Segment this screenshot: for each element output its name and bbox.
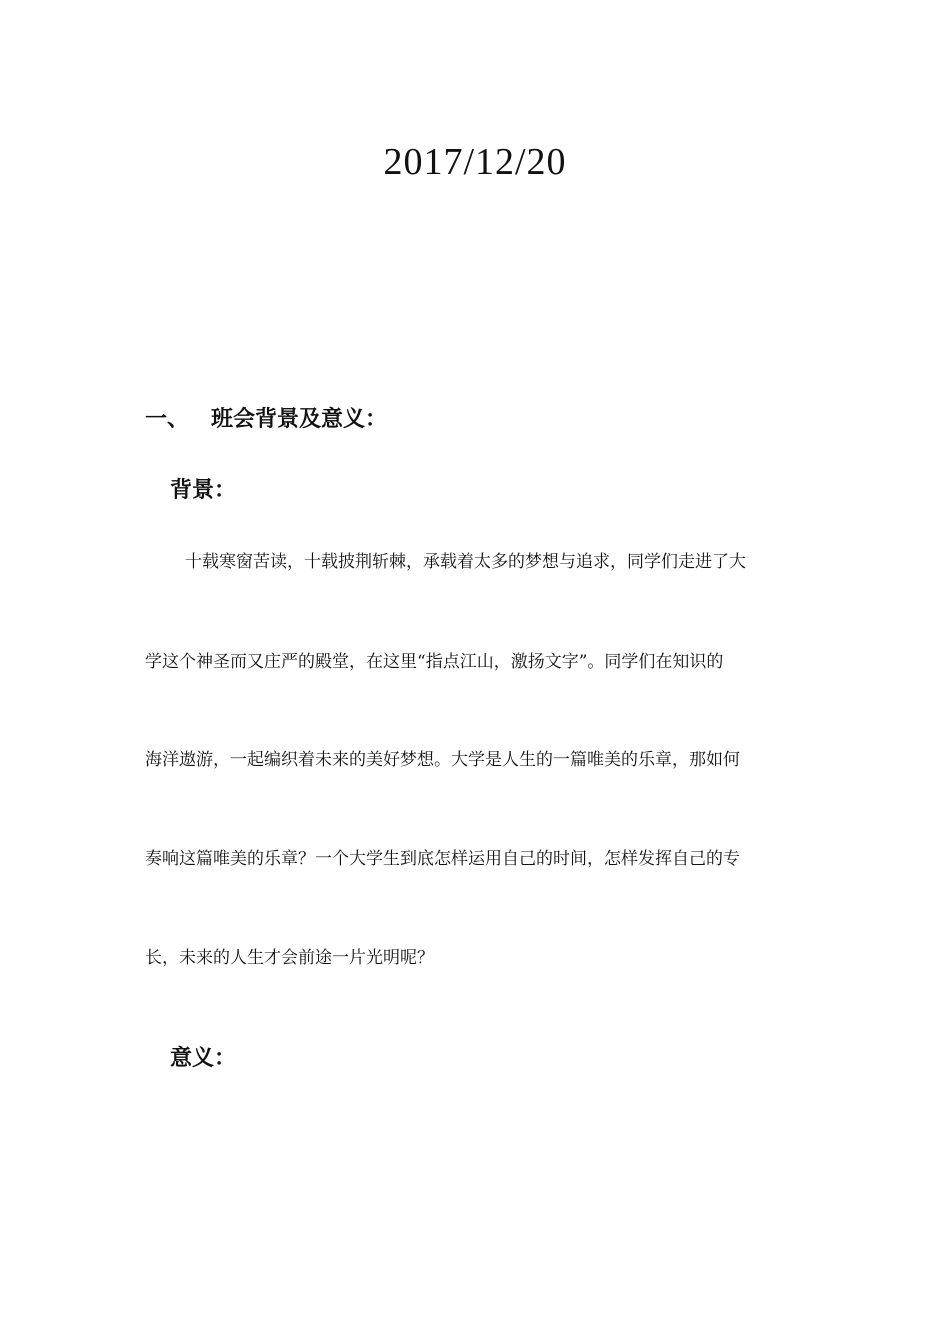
document-date: 2017/12/20 [383, 141, 567, 183]
background-paragraph-line: 学这个神圣而又庄严的殿堂，在这里“指点江山，激扬文字”。同学们在知识的 [145, 652, 724, 672]
background-paragraph-line: 长，未来的人生才会前途一片光明呢？ [145, 948, 434, 968]
section-title: 班会背景及意义： [211, 406, 388, 432]
background-paragraph-line: 十载寒窗苦读，十载披荆斩棘，承载着太多的梦想与追求，同学们走进了大 [185, 552, 746, 572]
section-heading [145, 402, 387, 436]
background-paragraph-line: 海洋遨游，一起编织着未来的美好梦想。大学是人生的一篇唯美的乐章，那如何 [145, 750, 740, 770]
background-paragraph-line: 奏响这篇唯美的乐章？一个大学生到底怎样运用自己的时间，怎样发挥自己的专 [145, 849, 740, 869]
background-heading: 背景： [170, 477, 237, 503]
section-number: 一、 [145, 406, 190, 432]
meaning-heading: 意义： [170, 1045, 237, 1071]
